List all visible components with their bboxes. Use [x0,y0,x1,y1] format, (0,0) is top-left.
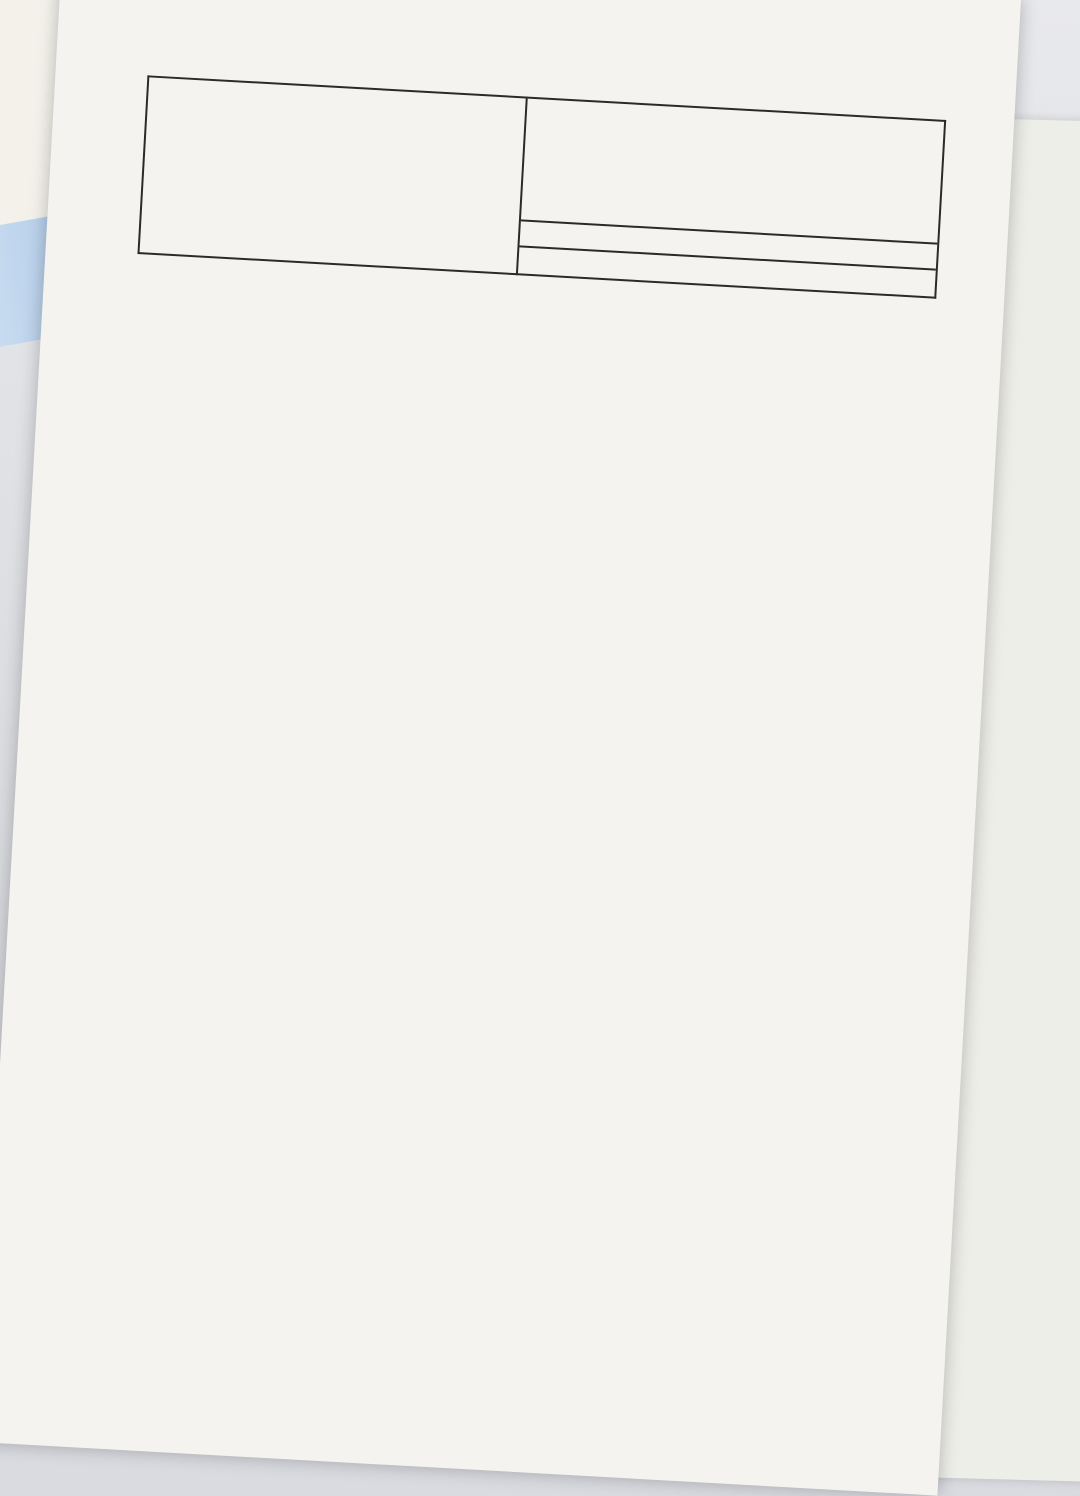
amounts-column [517,98,945,298]
cash-flow-table [137,75,946,298]
items-column [138,76,526,274]
items-header [147,91,525,136]
cash-flow-table-wrap [137,75,966,299]
